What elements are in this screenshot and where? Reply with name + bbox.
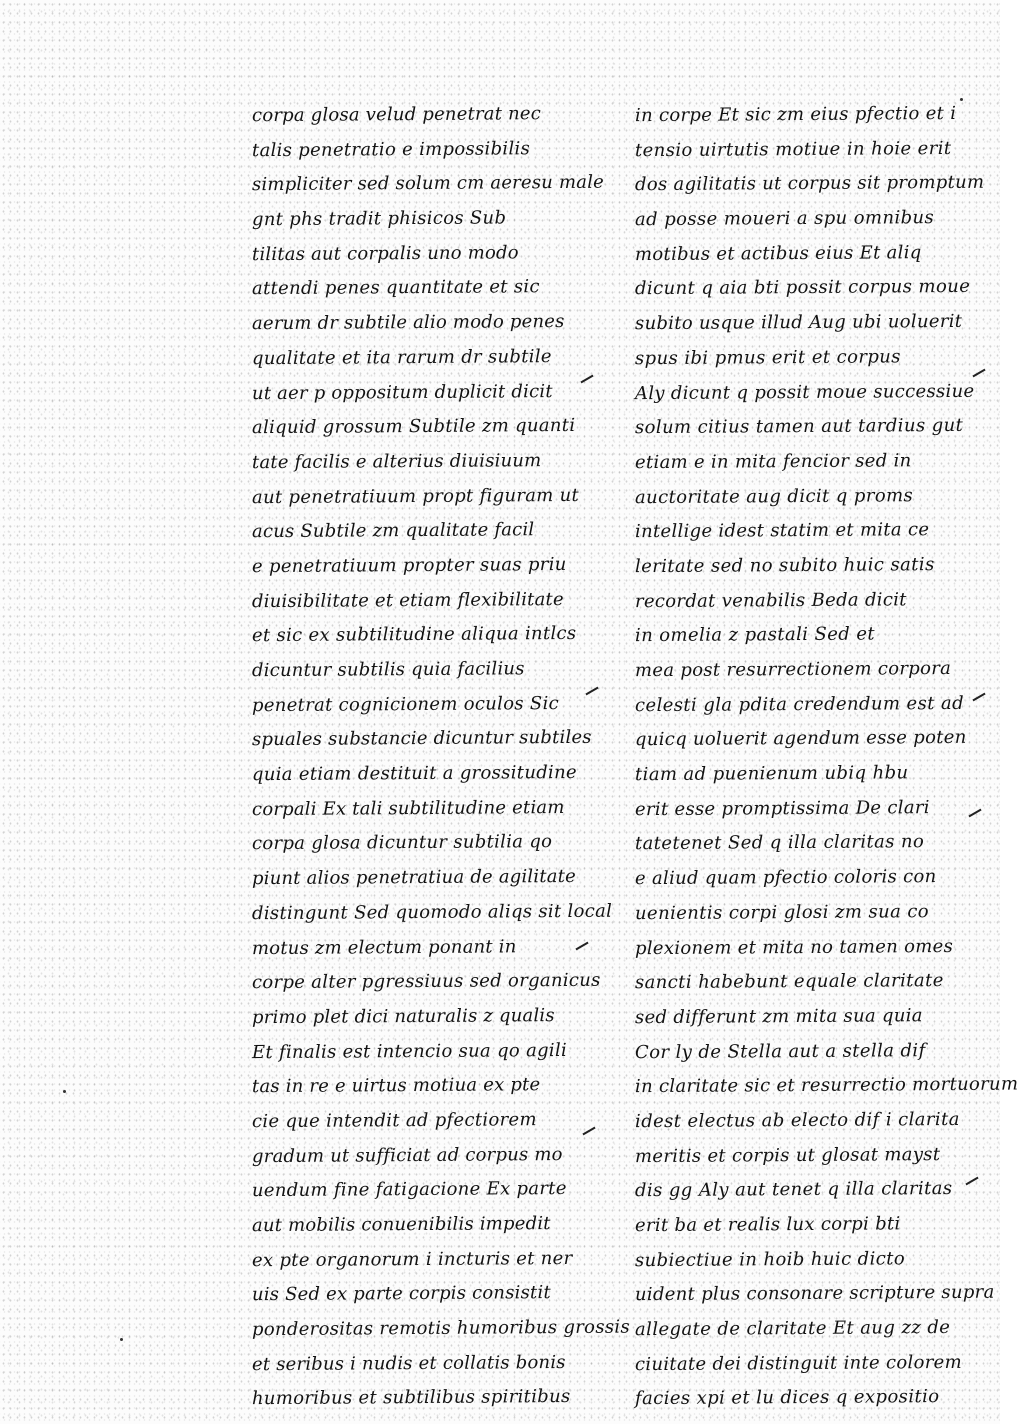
manuscript-line: recordat venabilis Beda dicit [634, 588, 907, 612]
manuscript-line: uenientis corpi glosi zm sua co [634, 900, 930, 924]
manuscript-line: ponderositas remotis humoribus grossis [251, 1316, 631, 1341]
manuscript-line: piunt alios penetratiua de agilitate [251, 866, 577, 890]
manuscript-line: uident plus consonare scripture supra [634, 1282, 995, 1306]
manuscript-line: tilitas aut corpalis uno modo [251, 242, 519, 265]
right-text-column [634, 98, 1018, 1416]
manuscript-line: spuales substancie dicuntur subtiles [251, 727, 592, 751]
manuscript-line: corpa glosa velud penetrat nec [251, 103, 542, 127]
manuscript-line: acus Subtile zm qualitate facil [251, 519, 535, 543]
manuscript-line: corpe alter pgressiuus sed organicus [251, 969, 601, 994]
manuscript-line: Cor ly de Stella aut a stella dif [634, 1039, 926, 1063]
manuscript-line: sancti habebunt equale claritate [634, 970, 944, 994]
manuscript-line: erit ba et realis lux corpi bti [634, 1213, 901, 1237]
manuscript-line: motus zm electum ponant in [251, 935, 517, 959]
manuscript-line: humoribus et subtilibus spiritibus [251, 1386, 571, 1410]
manuscript-line: leritate sed no subito huic satis [634, 554, 935, 578]
manuscript-line: facies xpi et lu dices q expositio [634, 1386, 940, 1410]
manuscript-line: corpali Ex tali subtilitudine etiam [251, 796, 565, 820]
manuscript-line: solum citius tamen aut tardius gut [634, 415, 964, 439]
manuscript-line: aerum dr subtile alio modo penes [251, 311, 565, 335]
manuscript-line: Et finalis est intencio sua qo agili [251, 1039, 568, 1063]
manuscript-line: spus ibi pmus erit et corpus [634, 346, 901, 369]
manuscript-line: ad posse moueri a spu omnibus [634, 207, 935, 231]
manuscript-line: aut mobilis conuenibilis impedit [251, 1213, 551, 1237]
manuscript-line: subito usque illud Aug ubi uoluerit [634, 311, 963, 335]
manuscript-line: meritis et corpis ut glosat mayst [634, 1143, 941, 1167]
manuscript-line: simpliciter sed solum cm aeresu male [251, 172, 605, 196]
manuscript-line: talis penetratio e impossibilis [251, 137, 531, 161]
manuscript-line: uis Sed ex parte corpis consistit [251, 1282, 551, 1306]
manuscript-line: quicq uoluerit agendum esse poten [634, 727, 967, 751]
manuscript-line: erit esse promptissima De clari [634, 796, 930, 820]
manuscript-line: motibus et actibus eius Et aliq [634, 241, 922, 265]
manuscript-line: primo plet dici naturalis z qualis [251, 1004, 555, 1029]
manuscript-line: allegate de claritate Et aug zz de [634, 1317, 951, 1341]
manuscript-line: tatetenet Sed q illa claritas no [634, 831, 925, 855]
manuscript-line: ciuitate dei distinguit inte colorem [634, 1351, 963, 1375]
manuscript-line: e penetratiuum propter suas priu [251, 553, 567, 578]
manuscript-line: corpa glosa dicuntur subtilia qo [251, 831, 553, 855]
margin-stroke [968, 809, 981, 818]
manuscript-line: dos agilitatis ut corpus sit promptum [634, 172, 985, 196]
manuscript-line: aliquid grossum Subtile zm quanti [251, 415, 576, 439]
page-speck [120, 1338, 123, 1341]
manuscript-line: distingunt Sed quomodo aliqs sit local [251, 900, 613, 924]
manuscript-line: Aly dicunt q possit moue successiue [634, 380, 975, 404]
manuscript-line: tate facilis e alterius diuisiuum [251, 450, 542, 474]
manuscript-line: auctoritate aug dicit q proms [634, 484, 914, 508]
manuscript-line: idest electus ab electo dif i clarita [634, 1108, 960, 1133]
manuscript-line: celesti gla pdita credendum est ad [634, 692, 965, 716]
manuscript-line: uendum fine fatigacione Ex parte [251, 1178, 567, 1202]
manuscript-line: in omelia z pastali Sed et [634, 623, 876, 647]
manuscript-line: dicunt q aia bti possit corpus moue [634, 276, 971, 300]
manuscript-line: e aliud quam pfectio coloris con [634, 866, 937, 890]
manuscript-line: aut penetratiuum propt figuram ut [251, 484, 580, 508]
manuscript-line: in corpe Et sic zm eius pfectio et i [634, 102, 957, 127]
manuscript-line: dis gg Aly aut tenet q illa claritas [634, 1178, 953, 1202]
manuscript-line: gradum ut sufficiat ad corpus mo [251, 1143, 563, 1167]
manuscript-line: et seribus i nudis et collatis bonis [251, 1351, 566, 1375]
manuscript-line: tas in re e uirtus motiua ex pte [251, 1074, 541, 1098]
manuscript-line: tiam ad puenienum ubiq hbu [634, 762, 909, 786]
manuscript-line: quia etiam destituit a grossitudine [251, 761, 578, 786]
manuscript-line: mea post resurrectionem corpora [634, 657, 952, 682]
margin-stroke [972, 369, 985, 378]
manuscript-line: ut aer p oppositum duplicit dicit [251, 380, 553, 404]
manuscript-line: in claritate sic et resurrectio mortuorum [634, 1073, 1018, 1098]
manuscript-line: sed differunt zm mita sua quia [634, 1005, 923, 1029]
manuscript-line: tensio uirtutis motiue in hoie erit [634, 137, 952, 161]
page-speck [960, 98, 963, 101]
manuscript-line: attendi penes quantitate et sic [251, 276, 540, 300]
manuscript-line: penetrat cognicionem oculos Sic [251, 692, 560, 716]
manuscript-line: et sic ex subtilitudine aliqua intlcs [251, 623, 577, 647]
manuscript-line: cie que intendit ad pfectiorem [251, 1109, 537, 1133]
margin-stroke [972, 693, 985, 702]
manuscript-line: intellige idest statim et mita ce [634, 519, 930, 543]
manuscript-line: subiectiue in hoib huic dicto [634, 1247, 906, 1271]
manuscript-line: gnt phs tradit phisicos Sub [251, 207, 507, 231]
manuscript-line: etiam e in mita fencior sed in [634, 450, 912, 474]
manuscript-line: dicuntur subtilis quia facilius [251, 658, 525, 682]
page-speck [63, 1090, 66, 1093]
manuscript-line: plexionem et mita no tamen omes [634, 935, 954, 959]
left-text-column [251, 98, 631, 1416]
manuscript-line: diuisibilitate et etiam flexibilitate [251, 588, 564, 612]
manuscript-line: ex pte organorum i incturis et ner [251, 1247, 573, 1271]
manuscript-line: qualitate et ita rarum dr subtile [251, 345, 552, 369]
